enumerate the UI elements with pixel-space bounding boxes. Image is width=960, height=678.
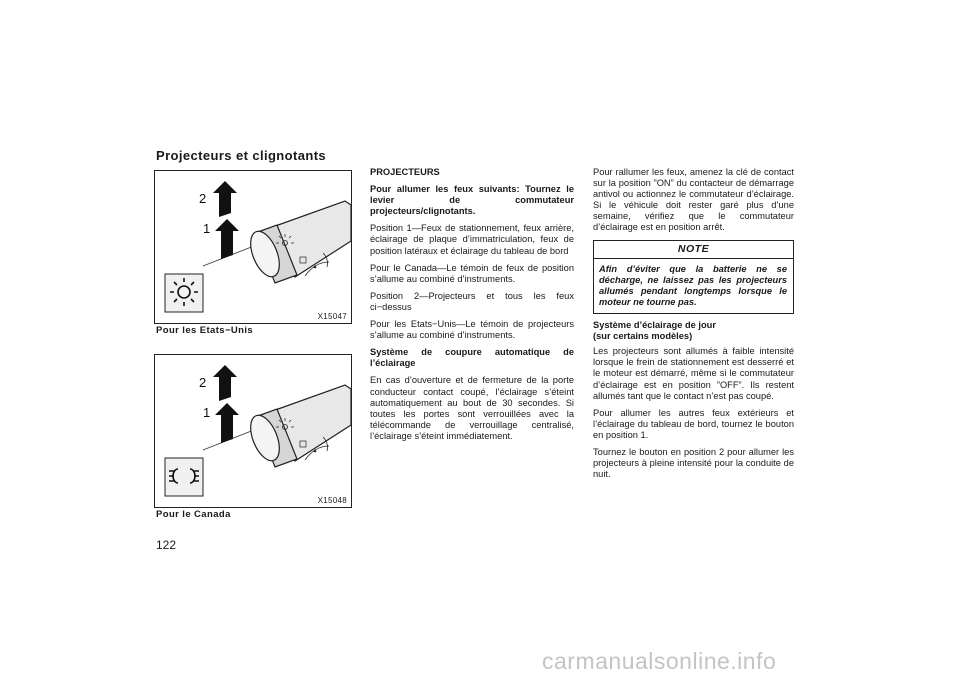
- lever-stalk-illustration: [245, 201, 351, 283]
- usa-note-text: Pour les Etats−Unis—Le témoin de projecteurs s’allume au combiné d’instruments.: [370, 319, 574, 341]
- figure-label-2: 2: [199, 191, 207, 206]
- right-column: [593, 167, 794, 486]
- instruction-heading: Pour allumer les feux suivants: Tournez le levier de commutateur projecteurs/clignotants.: [370, 184, 574, 217]
- figure-label-1: 1: [203, 221, 211, 236]
- canada-note-text: Pour le Canada—Le témoin de feux de position s’allume au combiné d’instruments.: [370, 262, 574, 284]
- section-heading: PROJECTEURS: [370, 167, 440, 177]
- drl-heading: [593, 320, 794, 342]
- auto-off-text: En cas d’ouverture et de fermeture de la porte conducteur contact coupé, l’éclairage s’éteint automatiquement au bout de 30 secondes. Si toutes les portes sont verrouillées avec la télécommande de verrouillage centralisé, l’éclairage s’éteint immédiatement.: [370, 375, 574, 441]
- position-1-text: Position 1—Feux de stationnement, feux arrière, éclairage de plaque d’immatriculation, feux de position latéraux et éclairage du tableau de bord: [370, 223, 574, 256]
- figure-label-1: 1: [203, 405, 211, 420]
- drl-heading-line2: (sur certains modèles): [593, 331, 693, 342]
- arrow-2-icon: [213, 181, 237, 217]
- middle-column: [370, 167, 574, 448]
- figure-caption-usa: Pour les Etats−Unis: [156, 325, 254, 336]
- section-title: Projecteurs et clignotants: [156, 148, 327, 163]
- figure-code: X15047: [317, 312, 347, 321]
- position-2-text: Position 2—Projecteurs et tous les feux ci−dessus: [370, 290, 574, 312]
- figure-usa: [154, 170, 352, 324]
- auto-off-heading: Système de coupure automatique de l’éclairage: [370, 347, 574, 369]
- daytime-running-light-icon: [165, 458, 203, 496]
- figure-canada: [154, 354, 352, 508]
- watermark[interactable]: carmanualsonline.info: [542, 648, 777, 674]
- drl-text-2: Pour allumer les autres feux extérieurs et l’éclairage du tableau de bord, tournez le bouton en position 1.: [593, 407, 794, 440]
- page-number: 122: [156, 538, 177, 552]
- note-box: [593, 240, 794, 314]
- lever-stalk-illustration: [245, 385, 351, 467]
- relight-text: Pour rallumer les feux, amenez la clé de contact sur la position ”ON” du contacteur de démarrage antivol ou actionnez le commutateur d’éclairage. Si le véhicule doit rester garé plus d’une semaine, vérifiez que le commutateur d’éclairage est en position arrêt.: [593, 167, 794, 233]
- headlight-indicator-icon: [165, 274, 203, 312]
- figure-caption-canada: Pour le Canada: [156, 509, 231, 520]
- drl-text-3: Tournez le bouton en position 2 pour allumer les projecteurs à pleine intensité pour la conduite de nuit.: [593, 446, 794, 480]
- arrow-2-icon: [213, 365, 237, 401]
- drl-heading-line1: Système d’éclairage de jour: [593, 320, 716, 331]
- note-title: NOTE: [594, 241, 793, 259]
- note-text: Afin d’éviter que la batterie ne se décharge, ne laissez pas les projecteurs allumés pendant longtemps lorsque le moteur ne tourne pas.: [599, 263, 787, 307]
- figure-label-2: 2: [199, 375, 207, 390]
- figure-code: X15048: [317, 496, 347, 505]
- drl-text-1: Les projecteurs sont allumés à faible intensité lorsque le frein de stationnement est desserré et le moteur est démarré, même si le commutateur d’éclairage est en position ”OFF”. Ils restent allumés tant que le contact n’est pas coupé.: [593, 346, 794, 401]
